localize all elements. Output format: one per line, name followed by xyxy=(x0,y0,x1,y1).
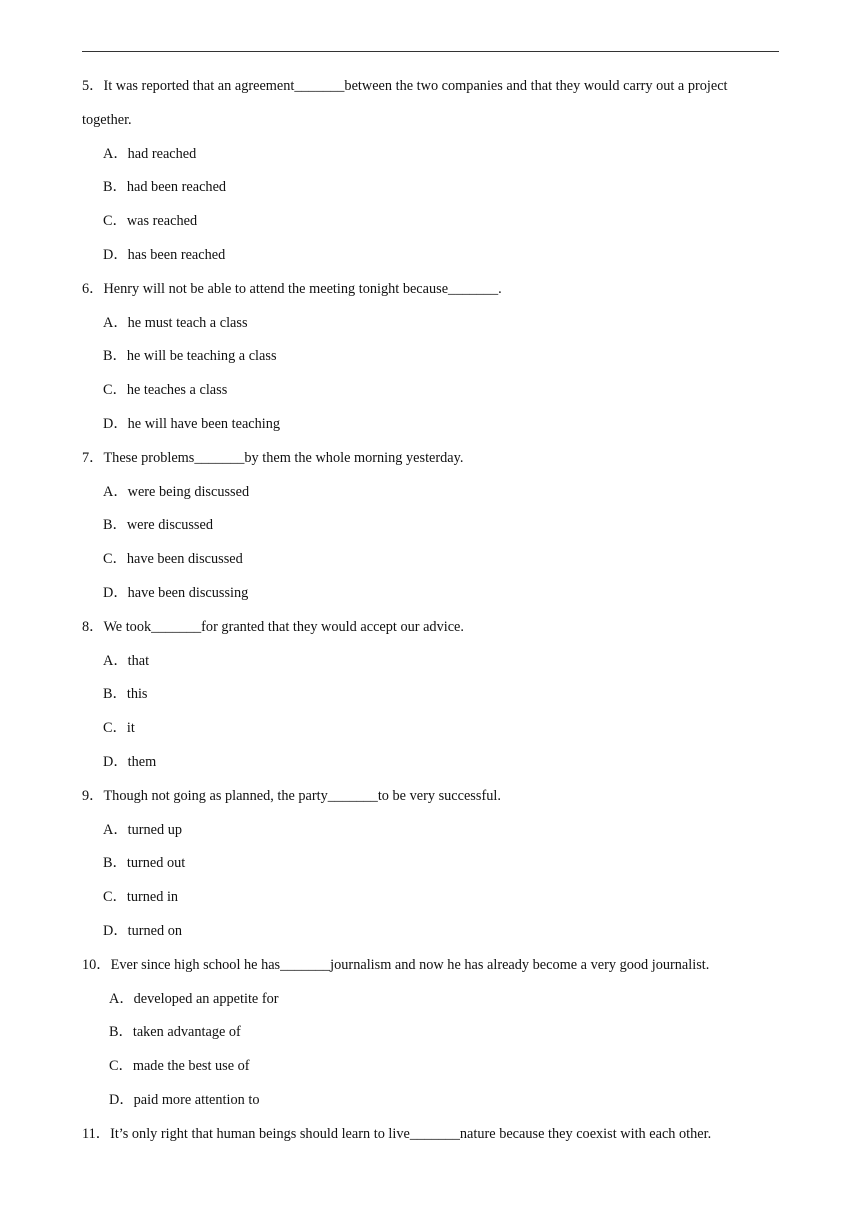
option-text: have been discussed xyxy=(126,551,243,568)
question-6 xyxy=(82,273,782,442)
option-text: turned in xyxy=(126,889,179,906)
question-stem: 9．Though not going as planned, the party_______to be very successful. xyxy=(82,787,501,804)
option-c[interactable] xyxy=(82,881,782,915)
option-c[interactable] xyxy=(82,712,782,746)
option-letter: A． xyxy=(103,821,128,838)
question-stem: 5．It was reported that an agreement_______between the two companies and that they would carry out a project xyxy=(82,78,728,94)
option-letter: C． xyxy=(103,382,127,399)
option-a[interactable] xyxy=(82,814,782,848)
option-b[interactable] xyxy=(82,678,782,712)
option-letter: A． xyxy=(103,145,128,162)
option-text: turned on xyxy=(127,922,183,939)
option-text: he will be teaching a class xyxy=(126,348,277,365)
option-d[interactable] xyxy=(82,915,782,949)
question-stem: 6．Henry will not be able to attend the meeting tonight because_______. xyxy=(82,280,502,297)
question-5 xyxy=(82,70,782,273)
question-7 xyxy=(82,442,782,611)
option-a[interactable] xyxy=(82,983,782,1017)
option-text: them xyxy=(127,753,157,770)
option-text: he teaches a class xyxy=(126,382,228,399)
option-letter: B． xyxy=(103,179,127,196)
question-stem: 11．It’s only right that human beings should learn to live_______nature because they coexist with each other. xyxy=(82,1125,712,1142)
option-text: this xyxy=(126,686,148,703)
option-letter: D． xyxy=(103,415,128,432)
option-text: that xyxy=(127,652,150,669)
option-b[interactable] xyxy=(82,847,782,881)
option-text: has been reached xyxy=(127,246,226,263)
question-10 xyxy=(82,949,782,1118)
option-a[interactable] xyxy=(82,476,782,510)
question-8 xyxy=(82,611,782,780)
option-text: had reached xyxy=(127,145,197,162)
option-text: it xyxy=(126,720,135,737)
option-letter: A． xyxy=(103,314,128,331)
option-a[interactable] xyxy=(82,307,782,341)
option-text: turned up xyxy=(127,821,183,838)
option-d[interactable] xyxy=(82,746,782,780)
question-stem-continued: together. xyxy=(82,111,132,128)
option-d[interactable] xyxy=(82,408,782,442)
option-letter: A． xyxy=(103,483,128,500)
option-text: have been discussing xyxy=(127,584,249,601)
option-text: developed an appetite for xyxy=(133,990,279,1007)
option-c[interactable] xyxy=(82,205,782,239)
option-b[interactable] xyxy=(82,509,782,543)
question-stem: 8．We took_______for granted that they would accept our advice. xyxy=(82,618,464,635)
option-letter: B． xyxy=(103,855,127,872)
option-letter: A． xyxy=(109,990,134,1007)
option-letter: D． xyxy=(103,753,128,770)
option-text: turned out xyxy=(126,855,186,872)
option-c[interactable] xyxy=(82,1050,782,1084)
option-b[interactable] xyxy=(82,340,782,374)
option-c[interactable] xyxy=(82,374,782,408)
option-text: was reached xyxy=(126,213,198,230)
option-text: made the best use of xyxy=(132,1058,250,1075)
option-letter: C． xyxy=(109,1058,133,1075)
option-d[interactable] xyxy=(82,1084,782,1118)
option-text: paid more attention to xyxy=(133,1091,260,1108)
question-stem: 7．These problems_______by them the whole morning yesterday. xyxy=(82,449,464,466)
question-11 xyxy=(82,1118,782,1152)
question-list xyxy=(82,70,782,1152)
option-text: had been reached xyxy=(126,179,227,196)
option-d[interactable] xyxy=(82,239,782,273)
question-9 xyxy=(82,780,782,949)
option-letter: C． xyxy=(103,889,127,906)
option-c[interactable] xyxy=(82,543,782,577)
option-text: taken advantage of xyxy=(132,1024,241,1041)
header-rule xyxy=(82,51,779,52)
question-stem: 10．Ever since high school he has_______journalism and now he has already become a very good journalist. xyxy=(82,956,710,973)
option-letter: C． xyxy=(103,720,127,737)
option-b[interactable] xyxy=(82,1016,782,1050)
option-a[interactable] xyxy=(82,138,782,172)
option-letter: C． xyxy=(103,551,127,568)
option-letter: D． xyxy=(103,246,128,263)
option-letter: B． xyxy=(103,348,127,365)
option-letter: B． xyxy=(103,686,127,703)
option-text: were discussed xyxy=(126,517,213,534)
option-letter: A． xyxy=(103,652,128,669)
option-letter: D． xyxy=(109,1091,134,1108)
option-b[interactable] xyxy=(82,171,782,205)
option-letter: C． xyxy=(103,213,127,230)
option-d[interactable] xyxy=(82,577,782,611)
option-letter: B． xyxy=(109,1024,133,1041)
option-text: were being discussed xyxy=(127,483,250,500)
option-letter: D． xyxy=(103,584,128,601)
option-a[interactable] xyxy=(82,645,782,679)
option-text: he will have been teaching xyxy=(127,415,281,432)
option-letter: B． xyxy=(103,517,127,534)
option-text: he must teach a class xyxy=(127,314,248,331)
option-letter: D． xyxy=(103,922,128,939)
